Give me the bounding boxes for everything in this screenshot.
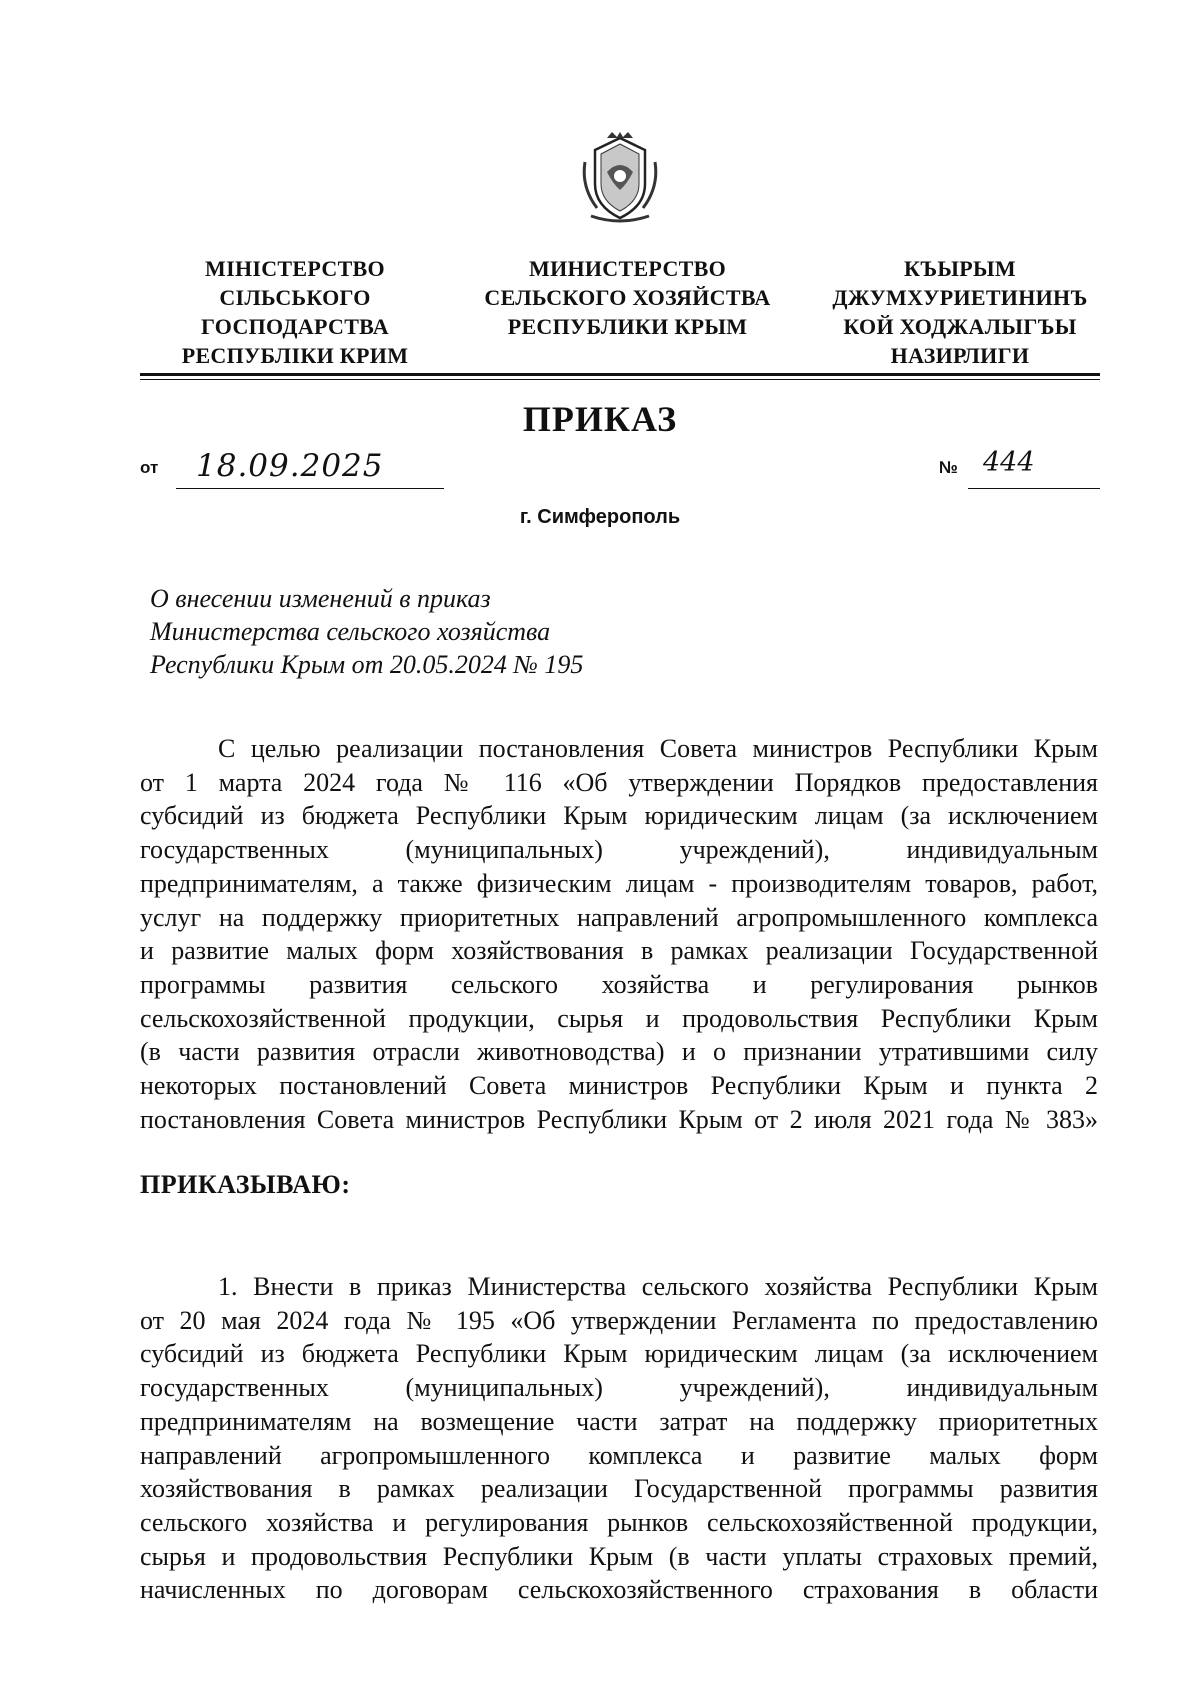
number-prefix: № xyxy=(939,458,958,477)
text-line: сельского хозяйства и регулирования рынков сельскохозяйственной продукции, xyxy=(140,1507,1098,1537)
header-ministry-ukrainian: МІНІСТЕРСТВО СІЛЬСЬКОГО ГОСПОДАРСТВА РЕСПУБЛІКИ КРИМ xyxy=(181,256,409,368)
text-line: сельскохозяйственной продукции, сырья и продовольствия Республики Крым xyxy=(140,1003,1098,1033)
item-1-paragraph xyxy=(140,1270,1098,1607)
text-line: государственных (муниципальных) учреждений), индивидуальным xyxy=(140,1373,1098,1403)
header-ministry-crimean-tatar: КЪЫРЫМ ДЖУМХУРИЕТИНИНЪ КОЙ ХОДЖАЛЫГЪЫ НАЗИРЛИГИ xyxy=(832,256,1088,368)
text-line: субсидий из бюджета Республики Крым юридическим лицам (за исключением xyxy=(140,1339,1098,1369)
text-line: направлений агропромышленного комплекса и развитие малых форм xyxy=(140,1440,1098,1470)
text-line: некоторых постановлений Совета министров Республики Крым и пункта 2 xyxy=(140,1071,1098,1101)
header-ministry-russian: МИНИСТЕРСТВО СЕЛЬСКОГО ХОЗЯЙСТВА РЕСПУБЛИКИ КРЫМ xyxy=(484,256,771,339)
text-line: субсидий из бюджета Республики Крым юридическим лицам (за исключением xyxy=(140,801,1098,831)
text-line: начисленных по договорам сельскохозяйственного страхования в области xyxy=(140,1575,1098,1605)
number-handwritten: 444 xyxy=(983,447,1035,478)
date-prefix: от xyxy=(140,458,159,477)
header-divider-thick xyxy=(140,373,1100,376)
text-line: сырья и продовольствия Республики Крым (в части уплаты страховых премий, xyxy=(140,1541,1098,1571)
text-line: предпринимателям, а также физическим лицам - производителям товаров, работ, xyxy=(140,868,1098,898)
text-line: от 20 мая 2024 года № 195 «Об утверждении Регламента по предоставлению xyxy=(140,1305,1098,1335)
number-underline xyxy=(968,488,1100,489)
text-line: от 1 марта 2024 года № 116 «Об утверждении Порядков предоставления xyxy=(140,767,1098,797)
text-line: услуг на поддержку приоритетных направлений агропромышленного комплекса xyxy=(140,902,1098,932)
text-line: предпринимателям на возмещение части затрат на поддержку приоритетных xyxy=(140,1406,1098,1436)
date-handwritten: 18.09.2025 xyxy=(196,448,384,484)
preamble-paragraph xyxy=(140,732,1098,1136)
city-line: г. Симферополь xyxy=(519,506,681,528)
text-line: С целью реализации постановления Совета министров Республики Крым xyxy=(218,734,1098,763)
text-line: государственных (муниципальных) учреждений), индивидуальным xyxy=(140,835,1098,865)
document-title: ПРИКАЗ xyxy=(522,399,678,439)
document-subject: О внесении изменений в приказ Министерства сельского хозяйства Республики Крым от 20.05.2024 № 195 xyxy=(150,584,584,679)
text-line: и развитие малых форм хозяйствования в рамках реализации Государственной xyxy=(140,936,1098,966)
text-line: хозяйствования в рамках реализации Государственной программы развития xyxy=(140,1474,1098,1504)
order-heading: ПРИКАЗЫВАЮ: xyxy=(140,1170,351,1199)
text-line: (в части развития отрасли животноводства) и о признании утратившими силу xyxy=(140,1037,1098,1067)
text-line: программы развития сельского хозяйства и регулирования рынков xyxy=(140,969,1098,999)
header-divider-thin xyxy=(140,379,1100,380)
text-line: 1. Внести в приказ Министерства сельского хозяйства Республики Крым xyxy=(218,1272,1098,1301)
text-line: постановления Совета министров Республики Крым от 2 июля 2021 года № 383» xyxy=(140,1104,1098,1134)
coat-of-arms-icon xyxy=(577,132,663,224)
date-underline xyxy=(176,488,444,489)
